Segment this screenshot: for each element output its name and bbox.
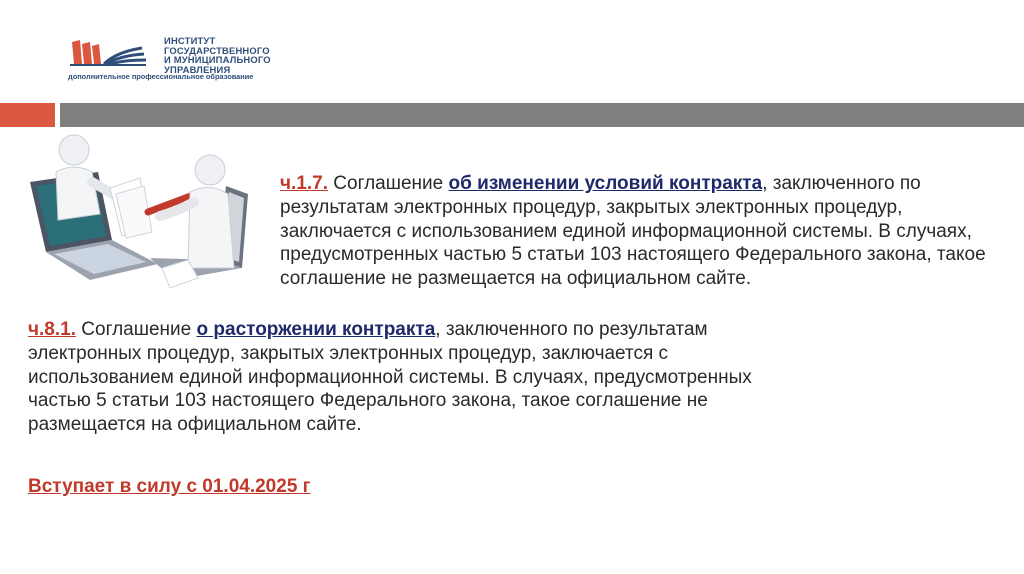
clause-ref-1-7: ч.1.7. bbox=[280, 173, 329, 194]
paragraph-1-7 bbox=[280, 172, 1000, 291]
para2-before: Соглашение bbox=[76, 319, 197, 340]
para2-after: , заключенного по результатам электронных процедур, закрытых электронных процедур, заключается с использованием единой информационной системы. В случаях, предусмотренных частью 5 статьи 103 настоящего Федерального закона, такое соглашение не размещается на официальном сайте. bbox=[28, 319, 752, 436]
para1-after: , заключенного по результатам электронных процедур, закрытых электронных процедур, заключается с использованием единой информационной системы. В случаях, предусмотренных частью 5 статьи 103 настоящего Федерального закона, такое соглашение не размещается на официальном сайте. bbox=[280, 173, 986, 290]
clause-ref-8-1: ч.8.1. bbox=[28, 319, 77, 340]
logo-line-2: ГОСУДАРСТВЕННОГО bbox=[164, 44, 270, 56]
logo-subtitle: дополнительное профессиональное образование bbox=[68, 72, 254, 81]
header-stripe bbox=[60, 103, 1024, 127]
institute-logo bbox=[68, 34, 308, 80]
logo-line-4: УПРАВЛЕНИЯ bbox=[164, 63, 231, 75]
logo-line-3: И МУНИЦИПАЛЬНОГО bbox=[164, 54, 271, 66]
paragraph-8-1 bbox=[28, 318, 758, 437]
book-logo-icon bbox=[68, 34, 148, 68]
business-handshake-laptops-illustration bbox=[28, 128, 250, 296]
para1-emphasis: об изменении условий контракта bbox=[448, 173, 763, 194]
effective-date: Вступает в силу с 01.04.2025 г bbox=[28, 476, 311, 497]
para2-emphasis: о расторжении контракта bbox=[196, 319, 436, 340]
logo-line-1: ИНСТИТУТ bbox=[164, 35, 216, 46]
para1-before: Соглашение bbox=[328, 173, 449, 194]
header-stripe-accent bbox=[0, 103, 55, 127]
